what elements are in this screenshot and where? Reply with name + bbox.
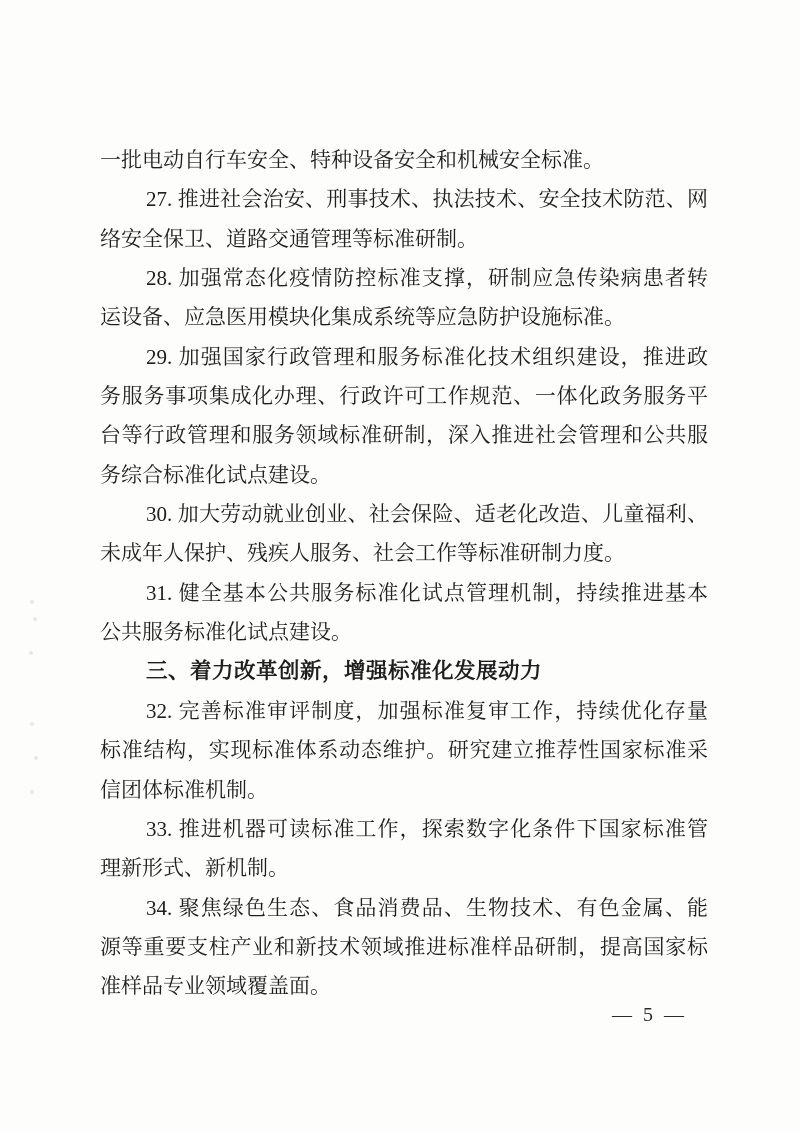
scan-artifact <box>34 756 38 760</box>
scan-artifact <box>30 600 34 604</box>
text-line: 33. 推进机器可读标准工作，探索数字化条件下国家标准管 <box>146 816 708 841</box>
text-line: 准样品专业领域覆盖面。 <box>100 974 331 999</box>
paragraph <box>100 692 708 810</box>
scan-artifact <box>30 790 34 794</box>
text-line: 运设备、应急医用模块化集成系统等应急防护设施标准。 <box>100 305 625 330</box>
text-line: 34. 聚焦绿色生态、食品消费品、生物技术、有色金属、能 <box>146 895 708 920</box>
text-line: 29. 加强国家行政管理和服务标准化技术组织建设，推进政 <box>146 344 708 369</box>
text-line: 32. 完善标准审评制度，加强标准复审工作，持续优化存量 <box>146 698 708 723</box>
section-heading <box>100 652 708 691</box>
text-line: 信团体标准机制。 <box>100 777 268 802</box>
text-line: 理新形式、新机制。 <box>100 856 289 881</box>
paragraph <box>100 889 708 1007</box>
paragraph <box>100 180 708 259</box>
paragraph <box>100 810 708 889</box>
page-number: — 5 — <box>612 1004 687 1026</box>
text-line: 三、着力改革创新，增强标准化发展动力 <box>146 659 543 684</box>
text-line: 28. 加强常态化疫情防控标准支撑，研制应急传染病患者转 <box>146 266 708 291</box>
text-line: 27. 推进社会治安、刑事技术、执法技术、安全技术防范、网 <box>146 187 708 212</box>
text-line: 标准结构，实现标准体系动态维护。研究建立推荐性国家标准采 <box>100 738 708 763</box>
paragraph <box>100 259 708 338</box>
scan-artifact <box>33 617 37 621</box>
scan-artifact <box>29 651 33 655</box>
text-line: 31. 健全基本公共服务标准化试点管理机制，持续推进基本 <box>146 580 708 605</box>
text-line: 一批电动自行车安全、特种设备安全和机械安全标准。 <box>100 148 604 172</box>
paragraph <box>100 141 708 180</box>
paragraph <box>100 574 708 653</box>
paragraph <box>100 495 708 574</box>
text-line: 络安全保卫、道路交通管理等标准研制。 <box>100 226 478 251</box>
text-line: 未成年人保护、残疾人服务、社会工作等标准研制力度。 <box>100 541 625 566</box>
paragraph <box>100 338 708 495</box>
text-line: 务综合标准化试点建设。 <box>100 462 331 487</box>
text-line: 台等行政管理和服务领域标准研制，深入推进社会管理和公共服 <box>100 423 708 448</box>
document-body <box>100 141 708 1007</box>
text-line: 公共服务标准化试点建设。 <box>100 620 352 645</box>
text-line: 务服务事项集成化办理、行政许可工作规范、一体化政务服务平 <box>100 384 708 409</box>
text-line: 30. 加大劳动就业创业、社会保险、适老化改造、儿童福利、 <box>146 502 708 527</box>
text-line: 源等重要支柱产业和新技术领域推进标准样品研制，提高国家标 <box>100 934 708 959</box>
scan-artifact <box>30 722 34 726</box>
